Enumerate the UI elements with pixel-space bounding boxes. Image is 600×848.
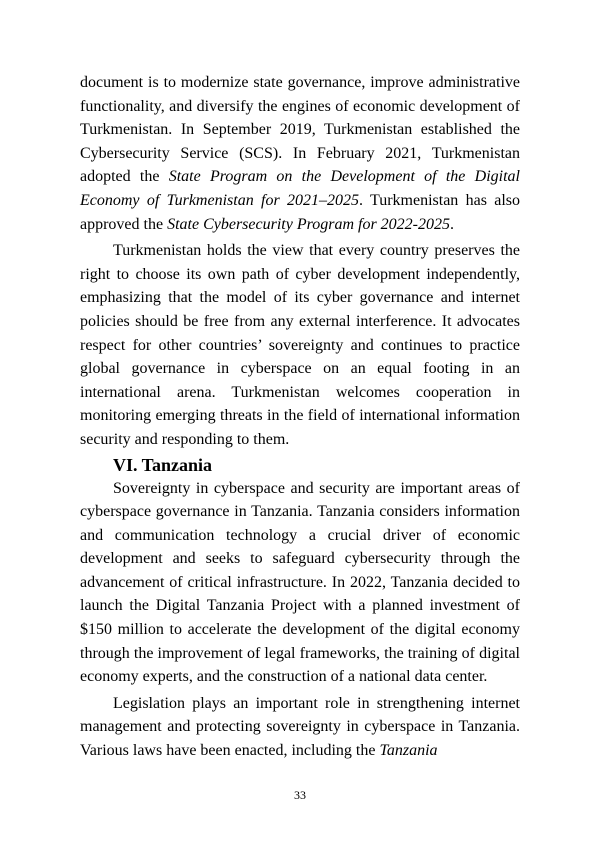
page-body xyxy=(80,71,520,763)
text-run: document is to modernize state governance, improve administrative functionality, and diversify the engines of economic development of Turkmenistan. In September 2019, Turkmenistan established the Cybersecurity Service (SCS). In February 2021, Turkmenistan adopted the xyxy=(80,74,520,186)
italic-text-tanzania: Tanzania xyxy=(379,742,438,760)
text-run: Legislation plays an important role in strengthening internet management and protecting sovereignty in cyberspace in Tanzania. Various laws have been enacted, including the xyxy=(80,694,520,760)
paragraph-tanzania-legislation xyxy=(80,692,520,763)
italic-title-digital-economy-program: State Program on the Development of the Digital Economy of Turkmenistan for 2021–2025 xyxy=(80,168,520,209)
paragraph-tanzania-sovereignty: Sovereignty in cyberspace and security are important areas of cyberspace governance in Tanzania. Tanzania considers information and communication technology a crucial driver of economic development and seeks to safeguard cybersecurity through the advancement of critical infrastructure. In 2022, Tanzania decided to launch the Digital Tanzania Project with a planned investment of $150 million to accelerate the development of the digital economy through the improvement of legal frameworks, the training of digital economy experts, and the construction of a national data center. xyxy=(80,479,520,686)
section-heading-tanzania: VI. Tanzania xyxy=(113,454,213,475)
paragraph-turkmenistan-programs xyxy=(80,71,520,236)
page-number: 33 xyxy=(294,788,306,802)
paragraph-turkmenistan-view: Turkmenistan holds the view that every country preserves the right to choose its own path of cyber development independently, emphasizing that the model of its cyber governance and internet policies should be free from any external interference. It advocates respect for other countries’ sovereignty and continues to practice global governance in cyberspace on an equal footing in an international arena. Turkmenistan welcomes cooperation in monitoring emerging threats in the field of international information security and responding to them. xyxy=(80,242,520,448)
text-run: . Turkmenistan has also approved the xyxy=(80,191,521,233)
text-run: . xyxy=(450,215,455,233)
italic-title-cybersecurity-program: State Cybersecurity Program for 2022-2025 xyxy=(167,215,451,233)
